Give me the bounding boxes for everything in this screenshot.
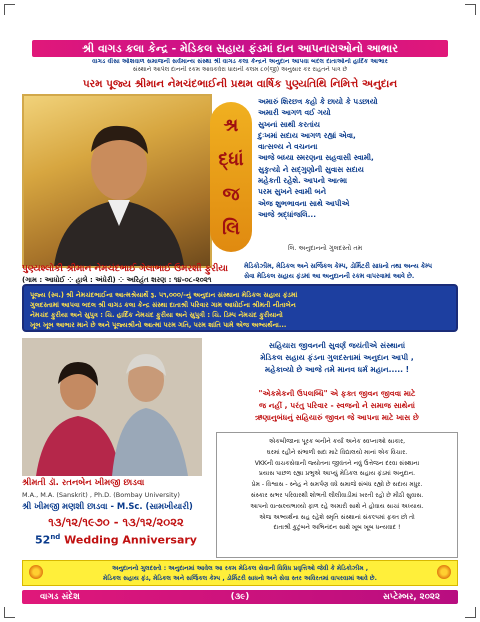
deceased-details: (ગામ : આધોઈ ⁘ હાલે : અંધેરી) ⁘ અરિહંત શરણ : ૧૪-૦૮-૨૦૨૧	[22, 276, 212, 284]
jubilee-line: મેડિકલ સહાય ફંડના ગુલદસ્તામાં અનુદાન આપી ,	[260, 353, 414, 362]
fund-usage-box	[22, 560, 458, 586]
jubilee-line: સહિયારા જીવનની સુવર્ણ જયંતીએ સંસ્થાનાં	[268, 341, 406, 350]
crop-mark-top-left	[4, 4, 15, 15]
tribute-poem	[258, 96, 458, 220]
tax-subline: સંસ્થાને આપેલ દાનની રકમ આવકવેરા ધારાની કલમ ૮૦(જી) અનુસાર કર રાહતને પાત્ર છે	[132, 66, 348, 73]
verse-line: ઘરમાં રહીને સંભાળી સદા માટે વિદ્યાલયો માનાં એક વિચાર.	[266, 448, 408, 456]
couple-figures	[22, 338, 202, 476]
page-footer	[22, 590, 458, 604]
togetherness-para	[216, 388, 458, 424]
poem-line: અમારું શિરછત્ર કહો કે છાયો કે પડછાયો	[258, 97, 378, 106]
crop-mark-bottom-right	[465, 607, 476, 618]
ack-line: ખૂબ ખૂબ આભાર માને છે અને પૂજ્યશ્રીનો આત્માં પરમ ગતિ, પરમ શાંતિ પામે એજ અભ્યર્થના...	[30, 321, 287, 329]
fund-usage-line: સેવા મેડિકલ સહાય ફંડમાં આ અનુદાનની રકમ વાપરવામાં આવે છે.	[244, 272, 415, 280]
ack-line: નેમચંદ ફુરીયા અને સુપુત્ર : ચિ. હાર્દિક નેમચંદ ફુરીયા અને સુપુત્રી : ચિ. ડિમ્પ નેમચંદ ફુરીયાનો	[30, 311, 283, 319]
portrait-figure	[24, 96, 210, 266]
jubilee-line: મહેકાવ્યો છે આજે તમે માનવ ધર્મ મહાન..... !	[264, 365, 410, 374]
anniversary-text: Wedding Anniversary	[64, 533, 197, 547]
verse-line: VKKની વાચકસેવાની જ્યોતના જીવંતને નવું ઉત્તેજન દરવા સંસ્થાના	[254, 459, 420, 467]
flower-ornament-icon	[29, 565, 43, 579]
poem-line: એજ શુભભાવના સાથે આપીએ	[258, 198, 350, 208]
usage-line: અનુદાનનો ગુલદસ્તો : અનુદાનમાં આવેલ આ રકમ મેડિકલ સેવાની વિવિધ પ્રવૃત્તિઓ જેવી કે મેડિકોઝીમ ,	[111, 565, 369, 572]
magazine-page	[18, 18, 462, 606]
verse-line: પ્રયાસ પાછળ રહ્યા પ્રભુએ આપ્યું મેડિકલ સહાય ફંડમાં અનુદાન.	[258, 470, 416, 478]
togetherness-line: "એકમેકની ઉપલબ્ધિ" એ ફક્ત જીવન જીવવા માટે	[258, 389, 416, 398]
thanks-subline: વાગડ વીસા ઓશવાળ સમાજની સર્વમાન્ય સંસ્થા શ્રી વાગડ કલા કેન્દ્રને અનુદાન આપવા બદલ દાતાઓનો હાર્દિક આભાર	[92, 58, 388, 65]
fund-usage-line: મેડિકોઝીમ, મેડિકલ અને સર્જિકલ કેમ્પ, ડોર્મિટરી સાધનો તથા અન્ય કેમ્પ	[244, 263, 432, 270]
page-number: (૩૯)	[230, 592, 250, 602]
anniversary-title	[22, 533, 210, 547]
couple-photo	[22, 338, 202, 476]
fund-usage-note	[244, 262, 458, 281]
usage-line: મેડિકલ સહાય ફંડ, મેડિકલ અને સર્જિકલ કેમ્પ , ડોર્મિટરી સાધનો અને સેવા સ્તર અવિરતમાં વાપરવામાં આવે છે.	[103, 574, 377, 582]
verse-line: દાતાશ્રી કુટુંબને અભિનંદન સાથે ખૂબ ખૂબ ધન્યવાદ !	[273, 524, 401, 532]
wife-qualifications: M.A., M.A. (Sanskrit) , Ph.D. (Bombay University)	[22, 491, 180, 499]
donors-thanks-banner: શ્રી વાગડ કલા કેન્દ્ર - મેડિકલ સહાય ફંડમાં દાન આપનારાઓનો આભાર	[32, 40, 448, 57]
poem-credit: લિ. અનુદાનનો ગુલદસ્તો તમ	[288, 244, 363, 252]
poem-line: આજે શ્રદ્ધાંજલિ...	[258, 209, 317, 219]
deceased-name: પુણ્યશ્લોકી શ્રીમાન નેમચંદભાઈ ગેલાભાઈ ઉમરશી ફુરીયા	[22, 264, 228, 274]
issue-date: સપ્ટેમ્બર, ૨૦૨૨	[382, 592, 440, 602]
togetherness-line: જ નહીં , પરંતુ પરિવાર - સ્વજનો ને સમાજ સાથેનાં	[258, 401, 415, 410]
crop-mark-bottom-left	[4, 607, 15, 618]
anniversary-number: 52	[35, 533, 51, 547]
ack-line: પૂજ્ય (સ્વ.) શ્રી નેમચંદભાઈના આત્મશ્રેયાર્થે રૂ. ૫૧,૦૦૦/-નું અનુદાન સંસ્થાના મેડિકલ સહાય ફંડમાં	[30, 291, 298, 299]
poem-line: આજે બધ્યા સ્મરણના સહવાસી સ્વામી,	[258, 153, 374, 163]
deceased-name-block	[22, 264, 232, 285]
wife-name: શ્રીમતી ડૉ. રતનબેન ખીમજી છાડવા	[22, 478, 145, 488]
magazine-name: વાગડ સંદેશ	[40, 592, 80, 602]
memorial-char: શ્ર	[223, 114, 239, 136]
crop-mark-top-right	[465, 4, 476, 15]
verse-line: પ્રેમ - વિશ્વાસ - સ્નેહ ને સમર્પણ વધે સમાજે સંબંધ રહ્યો છે સદાય મધુર.	[251, 481, 423, 489]
poem-line: વાત્સલ્ય ને વચનના	[258, 142, 318, 152]
memorial-char: લિ	[222, 218, 240, 240]
poem-line: અમારી આગળ વઈ ગયો	[258, 108, 331, 118]
shraddhanjali-strip	[210, 102, 252, 252]
verse-line: એકબીજાના પૂરક બનીને કર્યાં અનેક સ્વપ્નાઓ સાકાર,	[268, 438, 406, 445]
portrait-photo	[22, 94, 212, 268]
flower-ornament-icon	[437, 565, 451, 579]
memorial-char: જ	[222, 183, 240, 205]
ack-line: ગુલદસ્તામાં આપવા બદલ શ્રી વાગડ કલા કેન્દ્ર સંસ્થા દાતાશ્રી પરિવાર ગામ આધોઈના શ્રીમતી નીતાબેન	[30, 301, 296, 309]
memorial-headline: પરમ પૂજ્ય શ્રીમાન નેમચંદભાઈની પ્રથમ વાર્ષિક પુણ્યતિથિ નિમિત્તે અનુદાન	[82, 78, 398, 90]
verse-line: સંસ્કાર સભર પરિવારથી શોભતી લીલીવાડીમાં ખરતી રહો છે મીઠી સુવાસ.	[250, 491, 424, 499]
anniversary-suffix: nd	[50, 533, 61, 541]
togetherness-line: ઋણાનુબંધનું સહિયારું જીવન જે આપના માટે ખાસ છે	[255, 413, 419, 422]
golden-jubilee-para	[216, 340, 458, 376]
husband-name: શ્રી ખીમજી મણશી છાડવા - M.Sc. (સામખીયારી)	[22, 501, 193, 511]
poem-line: સુકૃત્યો ને સદ્‌ગુણોની સુવાસ સદાય	[258, 164, 364, 174]
poem-line: સુખનાં સાથી કરતાંય	[258, 119, 320, 129]
poem-line: પરમ સુખને સ્વામી બને	[258, 187, 326, 197]
verse-line: આપનો વાત્સલ્યભાવ્યો ફાળ રહે અમારી સાથે ને હોવાય સાચાં અધ્યાય.	[250, 502, 424, 510]
marriage-dates: ૧૩/૧૨/૧૯૭૦ - ૧૩/૧૨/૨૦૨૨	[48, 515, 184, 529]
couple-names-block	[22, 478, 210, 512]
poem-line: મહેકતી રહેશે. આપનો આત્મા	[258, 176, 348, 186]
poem-line: દુઃખમાં સદાય આગળ રહ્યાં એવા,	[258, 130, 356, 140]
verse-line: એજ અભ્યર્થના સહ રહેશે સ્મૃતિ સંસ્થાનાં સંકલ્પમાં ફક્ત છો તો	[259, 513, 415, 521]
tribute-verse-box	[216, 432, 458, 558]
donation-acknowledgement-box	[22, 284, 458, 332]
memorial-char: દ્ધાં	[218, 149, 244, 171]
